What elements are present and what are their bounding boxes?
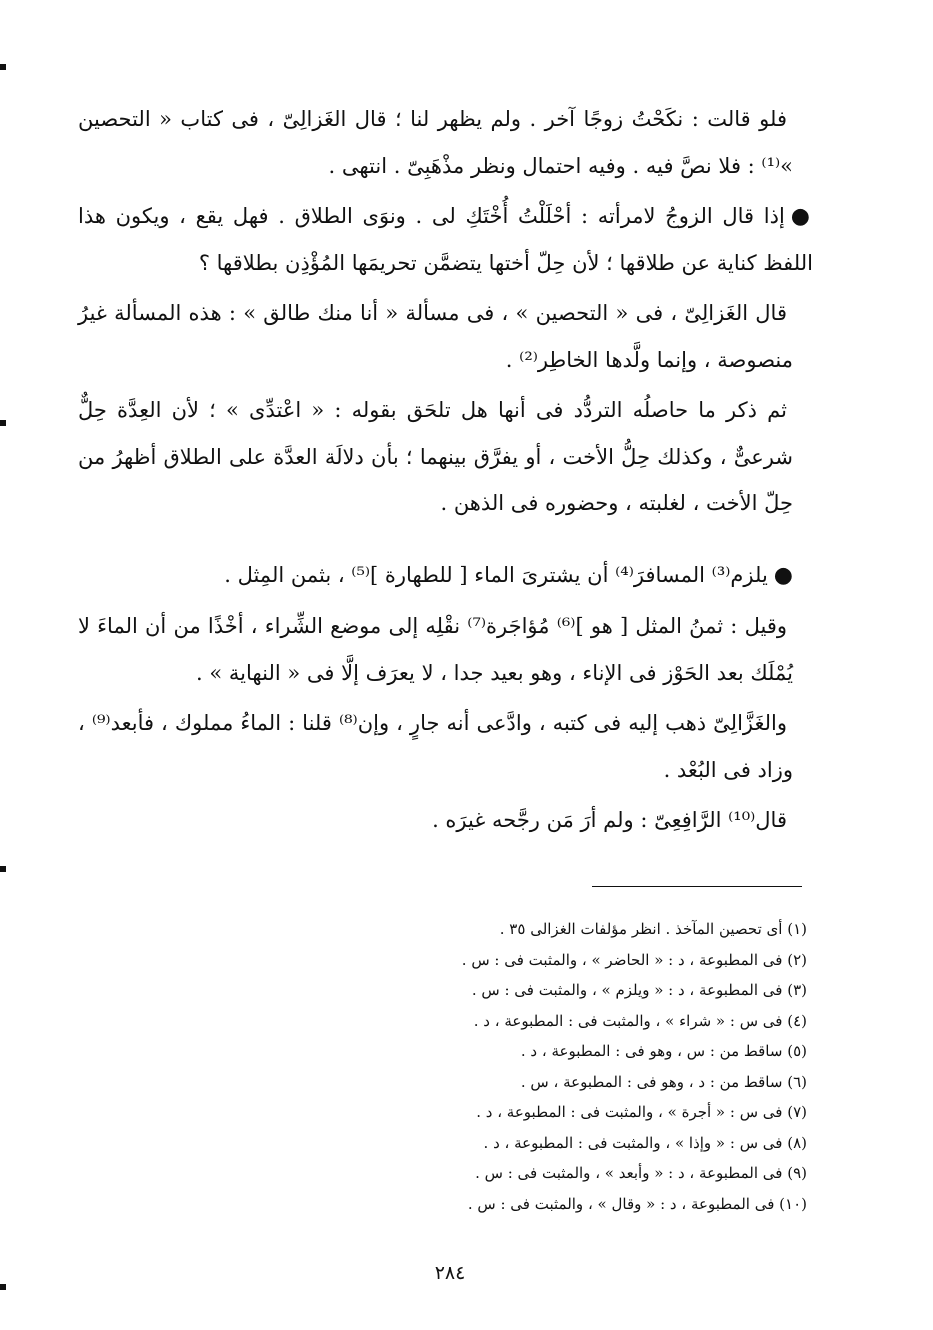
paragraph xyxy=(78,552,813,599)
paragraph xyxy=(78,193,813,286)
footnote: (٨) فى س : « وإذا » ، والمثبت فى : المطبوعة ، د . xyxy=(483,1133,807,1152)
main-text xyxy=(78,96,813,844)
bullet-icon: ● xyxy=(773,563,793,588)
footnote: (١٠) فى المطبوعة ، د : « وقال » ، والمثبت فى : س . xyxy=(467,1194,807,1213)
footnote: (٥) ساقط من : س ، وهو فى : المطبوعة ، د . xyxy=(520,1042,807,1060)
paragraph xyxy=(78,797,813,844)
footnote: (١) أى تحصين المآخذ . انظر مؤلفات الغزالى ٣٥ . xyxy=(499,920,807,938)
paragraph-text: إذا قال الزوجُ لامرأته : أحْلَلْتُ أُخْتَكِ لى . ونوَى الطلاق . فهل يقع ، ويكون هذا اللفظ كناية عن طلاقها ؛ لأن حِلّ أختها يتضمَّن تحريمَها المُؤْذِن بطلاقها ؟ xyxy=(78,204,813,275)
paragraph-text: يلزم⁽³⁾ المسافرَ⁽⁴⁾ أن يشترىَ الماء [ للطهارة ]⁽⁵⁾ ، بثمن المِثل . xyxy=(224,563,768,587)
bullet-icon: ● xyxy=(790,204,813,229)
footnote-divider xyxy=(592,886,802,887)
footnote: (٩) فى المطبوعة ، د : « وأبعد » ، والمثبت فى : س . xyxy=(475,1164,807,1182)
paragraph xyxy=(78,700,813,793)
footnote: (٢) فى المطبوعة ، د : « الحاضر » ، والمثبت فى : س . xyxy=(461,950,807,969)
paragraph-text: ثم ذكر ما حاصلُه التردُّد فى أنها هل تلحَق بقوله : « اعْتدِّى » ؛ لأن العِدَّة حِلٌّ شرعىٌّ ، وكذلك حِلُّ الأخت ، أو يفرَّق بينهما ؛ بأن دلالَة العدَّة على الطلاق أظهرُ من حِلّ الأخت ، لغلبته ، وحضوره فى الذهن . xyxy=(78,398,793,515)
margin-mark xyxy=(0,64,6,70)
paragraph xyxy=(78,603,813,696)
page-number: ٢٨٤ xyxy=(434,1262,466,1284)
paragraph-text: فلو قالت : نكَحْتُ زوجًا آخر . ولم يظهر لنا ؛ قال الغَزالِىّ ، فى كتاب « التحصين »⁽¹⁾ : فلا نصَّ فيه . وفيه احتمال ونظر مذْهَبِىّ . انتهى . xyxy=(78,107,793,178)
footnote: (٤) فى س : « شراء » ، والمثبت فى : المطبوعة ، د . xyxy=(473,1011,807,1030)
paragraph-text: والغَزَّالِىّ ذهب إليه فى كتبه ، وادَّعى أنه جارٍ ، وإن⁽⁸⁾ قلنا : الماءُ مملوك ، فأبعد⁽⁹⁾ ، وزاد فى البُعْد . xyxy=(78,711,793,782)
footnote: (٦) ساقط من : د ، وهو فى : المطبوعة ، س . xyxy=(520,1072,807,1091)
paragraph xyxy=(78,290,813,383)
footnote: (٣) فى المطبوعة ، د : « ويلزم » ، والمثبت فى : س . xyxy=(471,981,807,999)
paragraph xyxy=(78,387,813,526)
paragraph xyxy=(78,96,813,189)
footnotes-list xyxy=(247,914,807,1219)
margin-mark xyxy=(0,866,6,872)
paragraph-text: وقيل : ثمنُ المثل [ هو ]⁽⁶⁾ مُؤاجَرة⁽⁷⁾ نقْلِه إلى موضع الشِّراء ، أخْذًا من أن الماءَ لا يُمْلَك بعد الحَوْز فى الإناء ، وهو بعيد جدا ، لا يعرَف إلَّا فى « النهاية » . xyxy=(78,614,793,685)
paragraph-text: قال الغَزالِىّ ، فى « التحصين » ، فى مسألة « أنا منك طالق » : هذه المسألة غيرُ منصوصة ، وإنما ولَّدها الخاطِر⁽²⁾ . xyxy=(78,301,793,372)
margin-mark xyxy=(0,1284,6,1290)
paragraph-text: قال⁽¹⁰⁾ الرَّافِعِىّ : ولم أرَ مَن رجَّحه غيرَه . xyxy=(432,808,787,832)
footnote: (٧) فى س : « أجرة » ، والمثبت فى : المطبوعة ، د . xyxy=(476,1103,807,1121)
margin-mark xyxy=(0,420,6,426)
